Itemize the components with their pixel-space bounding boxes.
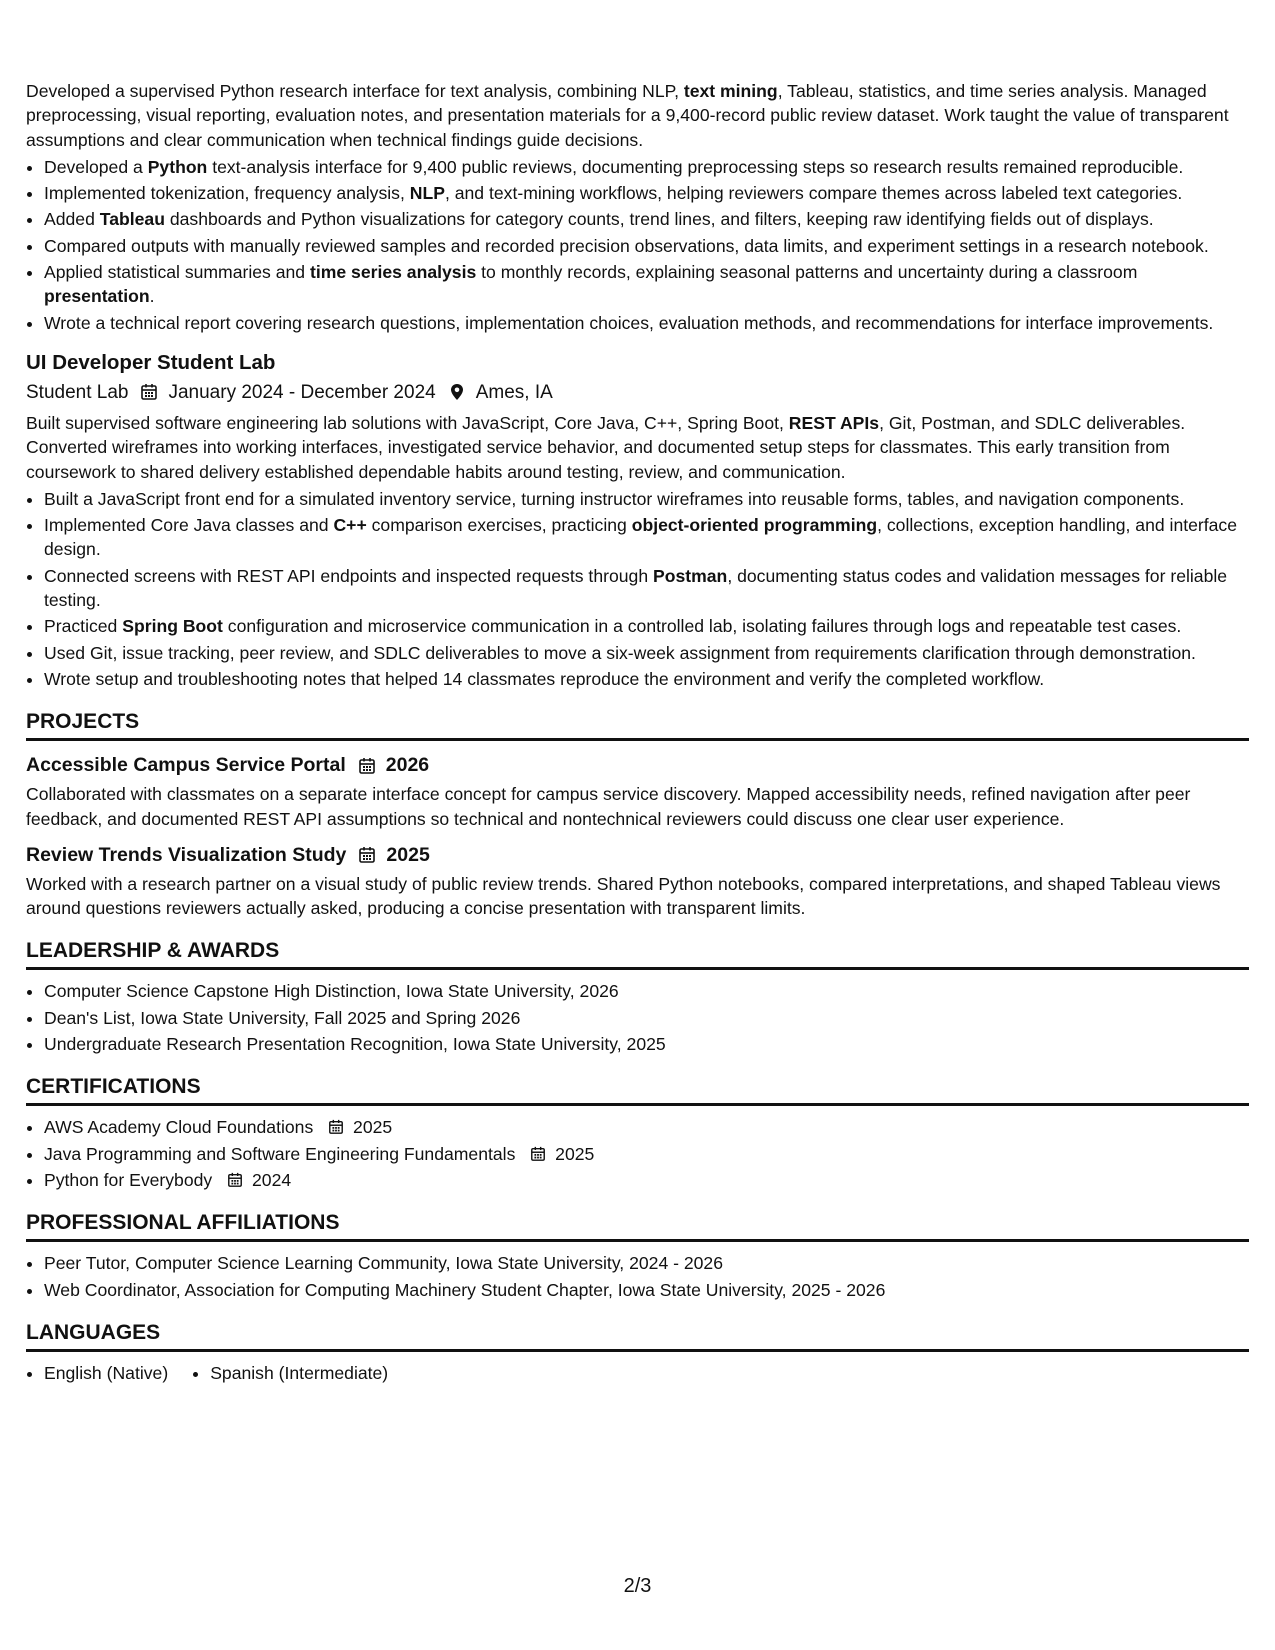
leadership-section [26,937,1249,1056]
project-year: 2026 [385,754,430,777]
project-title: Accessible Campus Service Portal [26,754,346,777]
certifications-list [26,1115,1249,1192]
map-pin-icon [448,383,466,401]
bullet-item: • Developed a Python text-analysis interface for 9,400 public reviews, documenting preprocessing steps so research results remained reproducible. [44,155,1249,179]
list-item: • Undergraduate Research Presentation Recognition, Iowa State University, 2025 [44,1032,1249,1056]
job-location: Ames, IA [475,381,553,403]
job-title: UI Developer Student Lab [26,350,276,374]
job-dates: January 2024 - December 2024 [168,381,436,403]
emphasis-text: text mining [683,81,778,101]
list-item: • Peer Tutor, Computer Science Learning Community, Iowa State University, 2024 - 2026 [44,1251,1249,1275]
calendar-icon [140,383,158,401]
bullet-item: • Connected screens with REST API endpoints and inspected requests through Postman, documenting status codes and validation messages for reliable testing. [44,564,1249,613]
list-item [44,1168,1249,1192]
certification-year: 2025 [353,1117,393,1138]
emphasis-text: Spring Boot [122,616,223,637]
calendar-icon [328,1119,344,1135]
list-item: • Spanish (Intermediate) [210,1361,388,1385]
affiliations-list [26,1251,1249,1302]
project-header [26,842,1249,869]
certification-name: AWS Academy Cloud Foundations [44,1117,314,1138]
bullet-item: • Wrote a technical report covering research questions, implementation choices, evaluation methods, and recommendations for interface improvements. [44,311,1249,335]
emphasis-text: time series analysis [309,262,477,283]
certification-year: 2025 [555,1143,595,1164]
bullet-item: • Wrote setup and troubleshooting notes that helped 14 classmates reproduce the environment and verify the completed workflow. [44,667,1249,691]
certification-year: 2024 [252,1169,292,1190]
experience-entry [26,349,1249,691]
languages-list [26,1361,1249,1387]
section-heading: LEADERSHIP & AWARDS [26,937,1249,970]
calendar-icon [530,1146,546,1162]
entry-bullets [26,155,1249,335]
affiliations-section [26,1209,1249,1302]
certification-name: Python for Everybody [44,1169,213,1190]
calendar-icon [227,1172,243,1188]
list-item: • Dean's List, Iowa State University, Fall 2025 and Spring 2026 [44,1006,1249,1030]
list-item: • English (Native) [44,1361,168,1385]
project-item [26,842,1249,921]
project-description: Collaborated with classmates on a separate interface concept for campus service discovery. Mapped accessibility needs, refined navigation after peer feedback, and documented REST API assumptions so technical and nontechnical reviewers could discuss one clear user experience. [26,784,1191,829]
entry-summary: Developed a supervised Python research interface for text analysis, combining NLP, text mining, Tableau, statistics, and time series analysis. Managed preprocessing, visual reporting, evaluation notes, and presentation materials for a 9,400-record public review dataset. Work taught the value of transparent assumptions and clear communication when technical findings guide decisions. [26,81,1229,150]
project-title: Review Trends Visualization Study [26,843,347,866]
leadership-list [26,979,1249,1056]
project-header [26,752,1249,779]
calendar-icon [358,846,376,864]
section-heading: CERTIFICATIONS [26,1073,1249,1106]
list-item [44,1115,1249,1139]
entry-summary: Built supervised software engineering lab solutions with JavaScript, Core Java, C++, Spring Boot, REST APIs, Git, Postman, and SDLC deliverables. Converted wireframes into working interfaces, investigated service behavior, and documented setup steps for classmates. This early transition from coursework to shared delivery established dependable habits around testing, review, and communication. [26,412,1186,482]
bullet-item: • Implemented Core Java classes and C++ comparison exercises, practicing object-oriented programming, collections, exception handling, and interface design. [44,513,1249,562]
entry-bullets [26,487,1249,691]
project-item [26,752,1249,831]
emphasis-text: Postman [653,565,728,586]
bullet-item: • Built a JavaScript front end for a simulated inventory service, turning instructor wireframes into reusable forms, tables, and navigation components. [44,487,1249,511]
bullet-item: • Applied statistical summaries and time series analysis to monthly records, explaining seasonal patterns and uncertainty during a classroom presentation. [44,260,1249,309]
languages-section [26,1319,1249,1387]
emphasis-text: object-oriented programming [631,515,878,536]
list-item: • Web Coordinator, Association for Computing Machinery Student Chapter, Iowa State University, 2025 - 2026 [44,1278,1249,1302]
section-heading: PROJECTS [26,708,1249,741]
job-meta [26,379,1249,406]
certification-name: Java Programming and Software Engineering Fundamentals [44,1143,516,1164]
bullet-item: • Practiced Spring Boot configuration and microservice communication in a controlled lab, isolating failures through logs and repeatable test cases. [44,614,1249,638]
projects-section [26,708,1249,920]
project-year: 2025 [386,843,430,866]
page-number: 2/3 [623,1575,652,1597]
emphasis-text: REST APIs [788,412,880,433]
bullet-item: • Used Git, issue tracking, peer review, and SDLC deliverables to move a six-week assignment from requirements clarification through demonstration. [44,641,1249,665]
emphasis-text: NLP [409,183,445,204]
project-description: Worked with a research partner on a visual study of public review trends. Shared Python notebooks, compared interpretations, and shaped Tableau views around questions reviewers actually asked, producing a concise presentation with transparent limits. [26,873,1221,919]
list-item: • Computer Science Capstone High Distinction, Iowa State University, 2026 [44,979,1249,1003]
section-heading: PROFESSIONAL AFFILIATIONS [26,1209,1249,1242]
bullet-item: • Implemented tokenization, frequency analysis, NLP, and text-mining workflows, helping reviewers compare themes across labeled text categories. [44,181,1249,205]
job-organization: Student Lab [26,381,129,403]
emphasis-text: Tableau [99,209,165,230]
certifications-section [26,1073,1249,1192]
emphasis-text: Python [147,156,208,177]
emphasis-text: C++ [333,515,367,536]
bullet-item: • Compared outputs with manually reviewed samples and recorded precision observations, data limits, and experiment settings in a research notebook. [44,234,1249,258]
calendar-icon [358,757,376,775]
list-item [44,1142,1249,1166]
section-heading: LANGUAGES [26,1319,1249,1352]
emphasis-text: presentation [44,286,150,307]
experience-entry-continued [26,79,1249,335]
bullet-item: • Added Tableau dashboards and Python visualizations for category counts, trend lines, and filters, keeping raw identifying fields out of displays. [44,207,1249,231]
